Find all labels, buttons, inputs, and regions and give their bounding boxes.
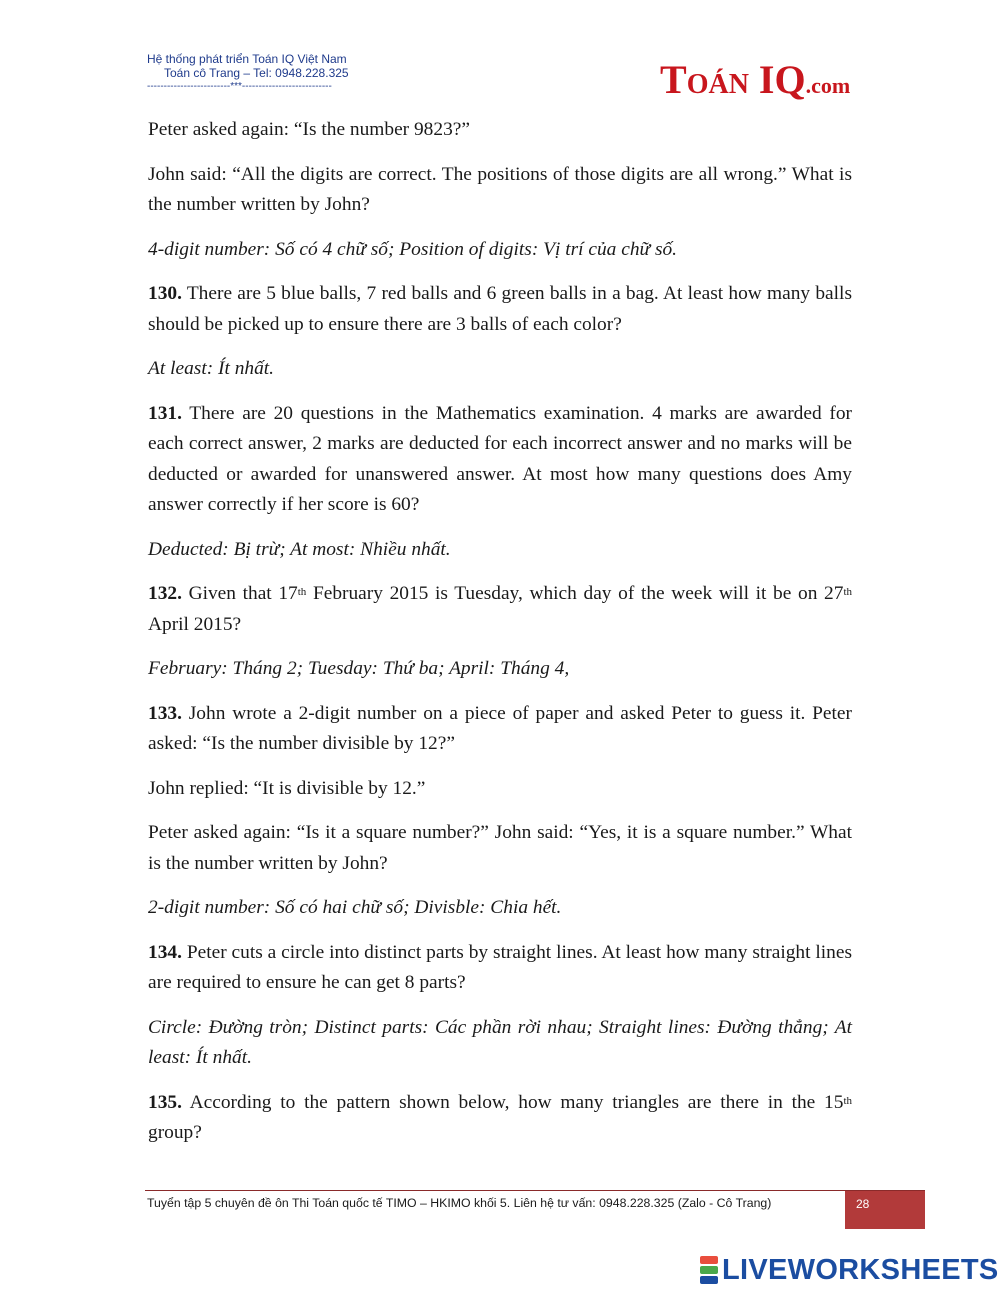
ordinal-suffix: th — [843, 586, 852, 598]
question-text: February 2015 is Tuesday, which day of the week will it be on 27 — [306, 583, 844, 604]
question-text: According to the pattern shown below, how many triangles are there in the 15 — [181, 1091, 844, 1113]
logo-iq: IQ — [748, 57, 806, 102]
paragraph: John replied: “It is divisible by 12.” — [148, 777, 426, 799]
question-135 — [148, 1088, 852, 1149]
question-number: 133. — [148, 702, 182, 724]
page-number: 28 — [845, 1191, 925, 1229]
question-133 — [148, 699, 852, 760]
vocab-hint: At least: Ít nhất. — [148, 358, 275, 379]
question-number: 132. — [148, 583, 182, 604]
logo-t: T — [660, 57, 687, 102]
question-number: 135. — [148, 1091, 182, 1113]
header-line-1: Hệ thống phát triển Toán IQ Việt Nam — [147, 52, 347, 66]
vocab-hint: 4-digit number: Số có 4 chữ số; Position of digits: Vị trí của chữ số. — [148, 238, 678, 260]
logo-com: .com — [805, 73, 851, 98]
toaniq-logo — [660, 56, 850, 103]
question-text: group? — [148, 1122, 202, 1143]
vocab-hint: 2-digit number: Số có hai chữ số; Divisble: Chia hết. — [148, 897, 562, 918]
paragraph: John said: “All the digits are correct. The positions of those digits are all wrong.” What is the number written by John? — [148, 163, 852, 215]
vocab-hint: Deducted: Bị trừ; At most: Nhiều nhất. — [148, 538, 451, 560]
header-line-2: Toán cô Trang – Tel: 0948.228.325 — [164, 66, 349, 80]
logo-oan: OÁN — [686, 69, 749, 100]
vocab-hint: February: Tháng 2; Tuesday: Thứ ba; April: Tháng 4, — [148, 658, 570, 679]
question-134 — [148, 938, 852, 999]
question-text: There are 5 blue balls, 7 red balls and 6 green balls in a bag. At least how many balls should be picked up to ensure there are 3 balls of each color? — [148, 283, 852, 335]
paragraph: Peter asked again: “Is it a square number?” John said: “Yes, it is a square number.” What is the number written by John? — [148, 822, 852, 874]
question-number: 131. — [148, 402, 182, 424]
header-organization — [147, 52, 349, 94]
question-number: 134. — [148, 941, 182, 963]
liveworksheets-watermark[interactable] — [700, 1253, 999, 1287]
liveworksheets-logo-icon — [700, 1256, 718, 1284]
question-text: Given that 17 — [181, 583, 298, 604]
question-text: April 2015? — [148, 613, 242, 635]
question-132 — [148, 579, 852, 640]
header-divider: -------------------------***--------------------------- — [147, 81, 332, 92]
question-130 — [148, 279, 852, 340]
question-number: 130. — [148, 283, 182, 304]
footer-text: Tuyển tập 5 chuyên đề ôn Thi Toán quốc tế TIMO – HKIMO khối 5. Liên hệ tư vấn: 0948.228.325 (Zalo - Cô Trang) — [147, 1196, 772, 1210]
liveworksheets-label: LIVEWORKSHEETS — [722, 1253, 999, 1286]
vocab-hint: Circle: Đường tròn; Distinct parts: Các phần rời nhau; Straight lines: Đường thẳng; At least: Ít nhất. — [148, 1016, 852, 1068]
ordinal-suffix: th — [297, 586, 307, 598]
question-131 — [148, 399, 852, 521]
question-text: There are 20 questions in the Mathematics examination. 4 marks are awarded for each correct answer, 2 marks are deducted for each incorrect answer and no marks will be deducted or awarded for unanswered answer. At most how many questions does Amy answer correctly if her score is 60? — [148, 402, 852, 515]
paragraph: Peter asked again: “Is the number 9823?” — [148, 119, 470, 140]
question-text: John wrote a 2-digit number on a piece of paper and asked Peter to guess it. Peter asked: “Is the number divisible by 12?” — [148, 702, 852, 754]
page-content — [148, 115, 852, 1149]
footer-divider — [145, 1190, 925, 1191]
ordinal-suffix: th — [843, 1094, 852, 1107]
question-text: Peter cuts a circle into distinct parts by straight lines. At least how many straight lines are required to ensure he can get 8 parts? — [148, 941, 852, 993]
